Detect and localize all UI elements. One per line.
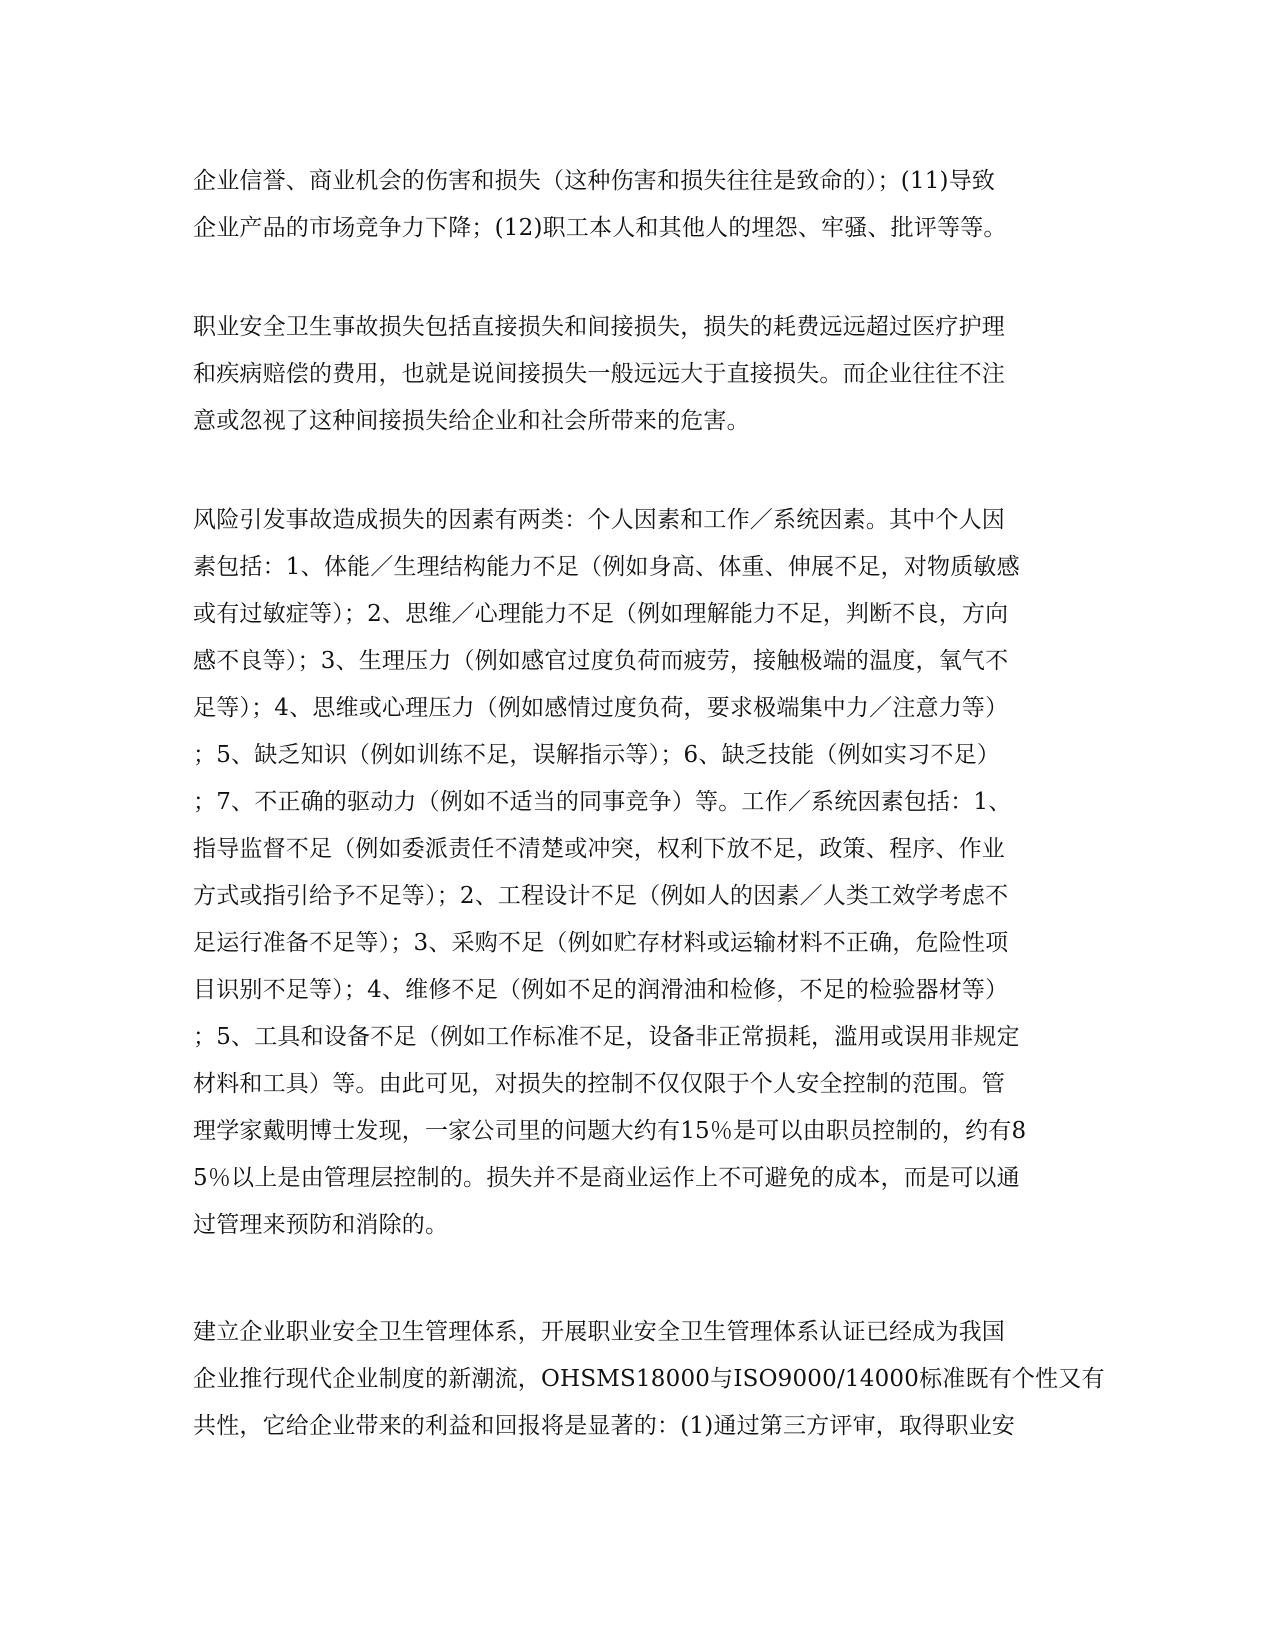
paragraph-ohsms-benefits	[193, 1309, 1105, 1450]
text-line: 足运行准备不足等）；3、采购不足（例如贮存材料或运输材料不正确，危险性项	[193, 930, 1009, 956]
text-line: ；5、缺乏知识（例如训练不足，误解指示等）；6、缺乏技能（例如实习不足）	[193, 742, 1000, 768]
text-line: 指导监督不足（例如委派责任不清楚或冲突，权利下放不足，政策、程序、作业	[193, 836, 1005, 862]
text-line: ；5、工具和设备不足（例如工作标准不足，设备非正常损耗，滥用或误用非规定	[193, 1024, 1020, 1050]
text-line: 企业推行现代企业制度的新潮流，OHSMS18000与ISO9000/14000标准既有个性又有	[193, 1366, 1105, 1392]
text-line: 理学家戴明博士发现，一家公司里的问题大约有15％是可以由职员控制的，约有8	[193, 1118, 1027, 1144]
paragraph-risk-factors	[193, 497, 1093, 1249]
text-line: 职业安全卫生事故损失包括直接损失和间接损失，损失的耗费远远超过医疗护理	[193, 314, 1005, 340]
text-line: 目识别不足等）；4、维修不足（例如不足的润滑油和检修，不足的检验器材等）	[193, 977, 1009, 1003]
paragraph-direct-indirect-losses	[193, 304, 1093, 445]
text-line: 方式或指引给予不足等）；2、工程设计不足（例如人的因素／人类工效学考虑不	[193, 883, 1009, 909]
text-line: 共性，它给企业带来的利益和回报将是显著的：(1)通过第三方评审，取得职业安	[193, 1413, 1015, 1439]
text-line: 风险引发事故造成损失的因素有两类：个人因素和工作／系统因素。其中个人因	[193, 507, 1005, 533]
text-line: 材料和工具）等。由此可见，对损失的控制不仅仅限于个人安全控制的范围。管	[193, 1071, 1005, 1097]
text-line: 过管理来预防和消除的。	[193, 1212, 449, 1238]
text-line: ；7、不正确的驱动力（例如不适当的同事竞争）等。工作／系统因素包括：1、	[193, 789, 1012, 815]
paragraph-losses-continued	[193, 158, 1093, 252]
text-line: 建立企业职业安全卫生管理体系，开展职业安全卫生管理体系认证已经成为我国	[193, 1319, 1005, 1345]
text-line: 素包括：1、体能／生理结构能力不足（例如身高、体重、伸展不足，对物质敏感	[193, 554, 1020, 580]
text-line: 足等）；4、思维或心理压力（例如感情过度负荷，要求极端集中力／注意力等）	[193, 695, 1009, 721]
text-line: 感不良等）；3、生理压力（例如感官过度负荷而疲劳，接触极端的温度，氧气不	[193, 648, 1009, 674]
text-line: 意或忽视了这种间接损失给企业和社会所带来的危害。	[193, 408, 750, 434]
text-line: 5％以上是由管理层控制的。损失并不是商业运作上不可避免的成本，而是可以通	[193, 1165, 1020, 1191]
text-line: 企业产品的市场竞争力下降；(12)职工本人和其他人的埋怨、牢骚、批评等等。	[193, 215, 1007, 241]
text-line: 或有过敏症等）；2、思维／心理能力不足（例如理解能力不足，判断不良，方向	[193, 601, 1009, 627]
text-line: 和疾病赔偿的费用，也就是说间接损失一般远远大于直接损失。而企业往往不注	[193, 361, 1005, 387]
text-line: 企业信誉、商业机会的伤害和损失（这种伤害和损失往往是致命的）；(11)导致	[193, 168, 996, 194]
